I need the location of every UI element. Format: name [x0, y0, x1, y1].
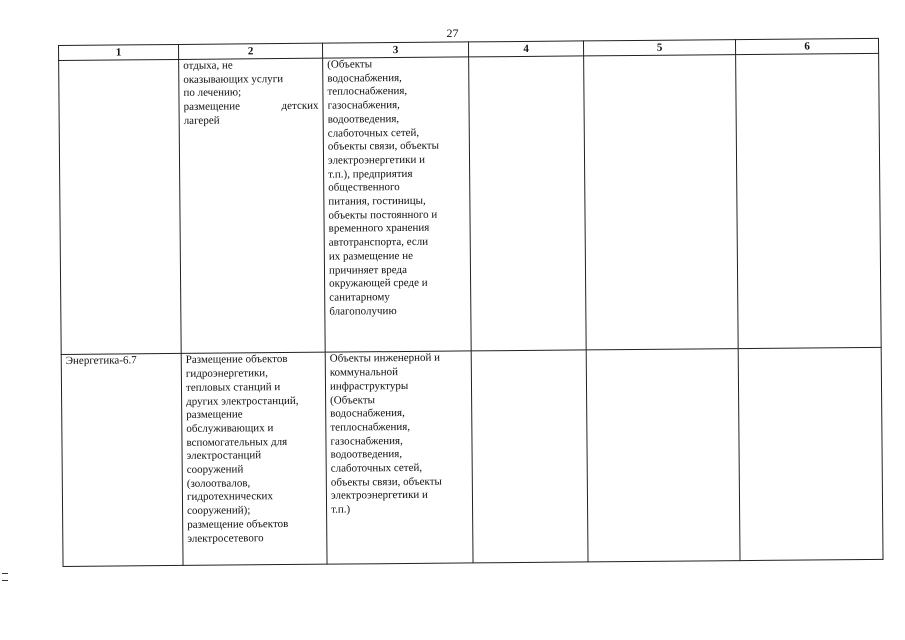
cell-type-name: Энергетика-6.7: [61, 354, 183, 567]
text-line: окружающей среде и: [329, 277, 428, 290]
margin-mark: [2, 573, 8, 574]
text-line: благополучию: [329, 304, 397, 318]
table-row: [59, 53, 882, 355]
header-col-6: 6: [735, 38, 878, 54]
cell-permitted-objects: [323, 57, 472, 353]
header-col-5: 5: [583, 40, 735, 56]
text-line: оказывающих услуги: [183, 72, 284, 86]
header-col-3: 3: [322, 42, 468, 58]
text-line: электроэнергетики и: [327, 153, 426, 167]
table-row: [61, 348, 883, 567]
text-line: коммунальной: [329, 366, 399, 379]
text-line: отдыха, не: [183, 59, 233, 72]
cell-permitted-objects: [325, 351, 473, 564]
text-line: (Объекты: [327, 58, 373, 71]
text-line: газоснабжения,: [327, 99, 400, 112]
text-line: обслуживающих и: [186, 422, 274, 435]
text-line: водоснабжения,: [330, 407, 405, 420]
text-line: по лечению;: [183, 86, 242, 100]
text-line: временного хранения: [328, 222, 430, 236]
text-line: автотранспорта, если: [328, 235, 429, 249]
text-line: гидроэнергетики,: [185, 367, 268, 380]
header-col-1: 1: [59, 44, 179, 60]
text-line: сооружений);: [187, 504, 251, 518]
text-line: электростанций: [186, 449, 262, 463]
header-col-4: 4: [468, 41, 583, 57]
cell-description: [179, 58, 326, 354]
text-line: размещение: [186, 408, 243, 422]
cell-description: [181, 353, 327, 566]
text-line: электроэнергетики и: [330, 489, 428, 503]
cell-col-5: [586, 349, 740, 562]
cell-col-4: [469, 56, 587, 351]
text-line: сооружений: [186, 463, 244, 476]
text-line: других электростанций,: [186, 394, 299, 408]
text-line: размещение объектов: [187, 517, 289, 531]
text-line: (золоотвалов,: [186, 477, 251, 490]
text-line: инфраструктуры: [329, 379, 409, 393]
text-line: объекты постоянного и: [328, 208, 438, 222]
text-line: объекты связи, объекты: [327, 139, 440, 153]
text-line: водоотведения,: [330, 448, 403, 461]
cell-col-5: [584, 55, 739, 351]
page-number: 27: [446, 26, 459, 40]
text-line: Размещение объектов: [185, 353, 288, 367]
text-line: т.п.), предприятия: [328, 167, 413, 181]
text-line: гидротехнических: [186, 490, 273, 504]
cell-col-6: [736, 53, 882, 349]
text-line: водоснабжения,: [327, 71, 402, 85]
cell-type-name: [59, 59, 182, 354]
text-line: их размещение не: [328, 249, 413, 263]
cell-col-6: [738, 348, 883, 561]
header-col-2: 2: [178, 43, 322, 59]
text-line: (Объекты: [330, 393, 376, 407]
text-line: вспомогательных для: [186, 435, 288, 449]
text-line: слаботочных сетей,: [327, 126, 420, 140]
text-line: общественного: [328, 181, 400, 194]
text-line: причиняет вреда: [328, 263, 408, 277]
margin-mark: [2, 580, 8, 581]
text-line: водоотведения,: [327, 112, 400, 126]
text-line: объекты связи, объекты: [330, 475, 442, 489]
text-line: газоснабжения,: [330, 434, 403, 448]
text-line: т.п.): [331, 503, 351, 516]
text-line: размещение детских: [183, 99, 319, 114]
text-line: слаботочных сетей,: [330, 461, 423, 475]
document-sheet: [58, 38, 883, 567]
land-use-table: [58, 38, 884, 567]
text-line: Объекты инженерной и: [329, 352, 441, 366]
text-line: питания, гостиницы,: [328, 194, 426, 208]
text-line: санитарному: [329, 291, 390, 304]
text-line: лагерей: [183, 114, 220, 127]
text-line: тепловых станций и: [185, 380, 281, 394]
text-line: электросетевого: [187, 531, 264, 545]
text-line: теплоснабжения,: [330, 420, 411, 434]
text-line: теплоснабжения,: [327, 85, 408, 99]
cell-col-4: [471, 350, 588, 563]
